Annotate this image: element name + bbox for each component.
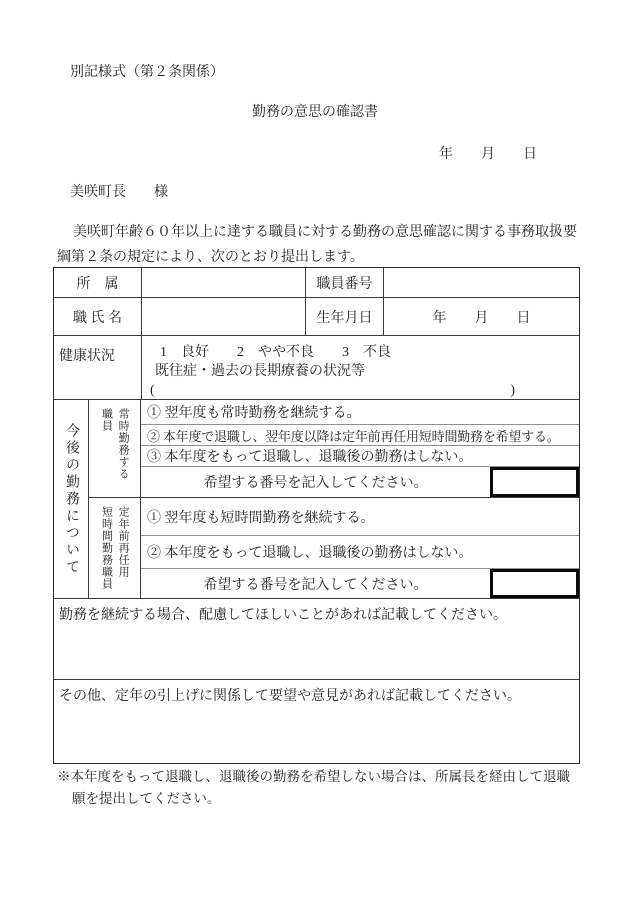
parttime-entry-box[interactable] [490,569,579,598]
health-status-label: 健康状況 [54,336,142,400]
date-line: 年 月 日 [439,147,537,162]
birthdate-input-cell[interactable] [384,298,579,336]
medical-history-label: 既往症・過去の長期療養の状況等 [155,364,365,379]
parttime-entry-row [141,569,579,599]
continue-note-label: 勤務を継続する場合、配慮してほしいことがあれば記載してください。 [59,608,507,623]
fulltime-staff-header [89,400,141,498]
parttime-header-col-1: 定年前再任用 [117,506,130,578]
intro-paragraph [57,220,597,270]
future-work-section-label: 今後の勤務について [54,400,89,599]
parttime-option-2: ② 本年度をもって退職し、退職後の勤務はしない。 [141,536,579,569]
addressee-line: 美咲町長 様 [70,185,168,200]
form-table [53,267,580,764]
footnote-line-1: ※本年度をもって退職し、退職後の勤務を希望しない場合は、所属長を経由して退職 [57,769,570,784]
footnote-line-2: 願を提出してください。 [72,791,221,806]
fulltime-option-2: ② 本年度で退職し、翌年度以降は定年前再任用短時間勤務を希望する。 [141,425,579,446]
fulltime-header-col-1: 常時勤務する [117,408,130,480]
footnote [57,766,597,810]
fulltime-entry-instruction: 希望する番号を記入してください。 [203,476,428,491]
medical-history-entry[interactable] [150,381,579,400]
affiliation-label: 所 属 [54,268,142,298]
fulltime-option-3: ③ 本年度をもって退職し、退職後の勤務はしない。 [141,446,579,467]
health-status-cell[interactable] [142,336,579,400]
fulltime-option-1: ① 翌年度も常時勤務を継続する。 [141,400,579,425]
other-note-cell[interactable] [54,680,579,763]
parttime-entry-instruction: 希望する番号を記入してください。 [203,577,428,593]
name-label: 職 氏 名 [54,298,142,336]
intro-line-2: 綱第２条の規定により、次のとおり提出します。 [57,250,364,265]
employee-number-input-cell[interactable] [384,268,579,298]
paren-open: ( [150,383,155,398]
form-reference: 別記様式（第２条関係） [70,65,224,80]
fulltime-entry-row [141,467,579,498]
fulltime-entry-box[interactable] [490,467,579,497]
paren-close: ) [510,383,515,398]
document-title: 勤務の意思の確認書 [252,105,378,120]
employee-number-label: 職員番号 [306,268,384,298]
birthdate-label: 生年月日 [306,298,384,336]
health-scale: 1 良好 2 やや不良 3 不良 [160,345,391,360]
parttime-header-col-2: 短時間勤務職員 [100,506,113,590]
intro-line-1: 美咲町年齢６０年以上に達する職員に対する勤務の意思確認に関する事務取扱要 [73,225,577,240]
parttime-option-1: ① 翌年度も短時間勤務を継続する。 [141,498,579,536]
fulltime-header-col-2: 職員 [100,408,113,432]
continue-note-cell[interactable] [54,599,579,680]
birthdate-value: 年 月 日 [432,310,531,326]
parttime-staff-header [89,498,141,599]
name-input-cell[interactable] [142,298,306,336]
other-note-label: その他、定年の引上げに関係して要望や意見があれば記載してください。 [59,689,521,704]
affiliation-input-cell[interactable] [142,268,306,298]
